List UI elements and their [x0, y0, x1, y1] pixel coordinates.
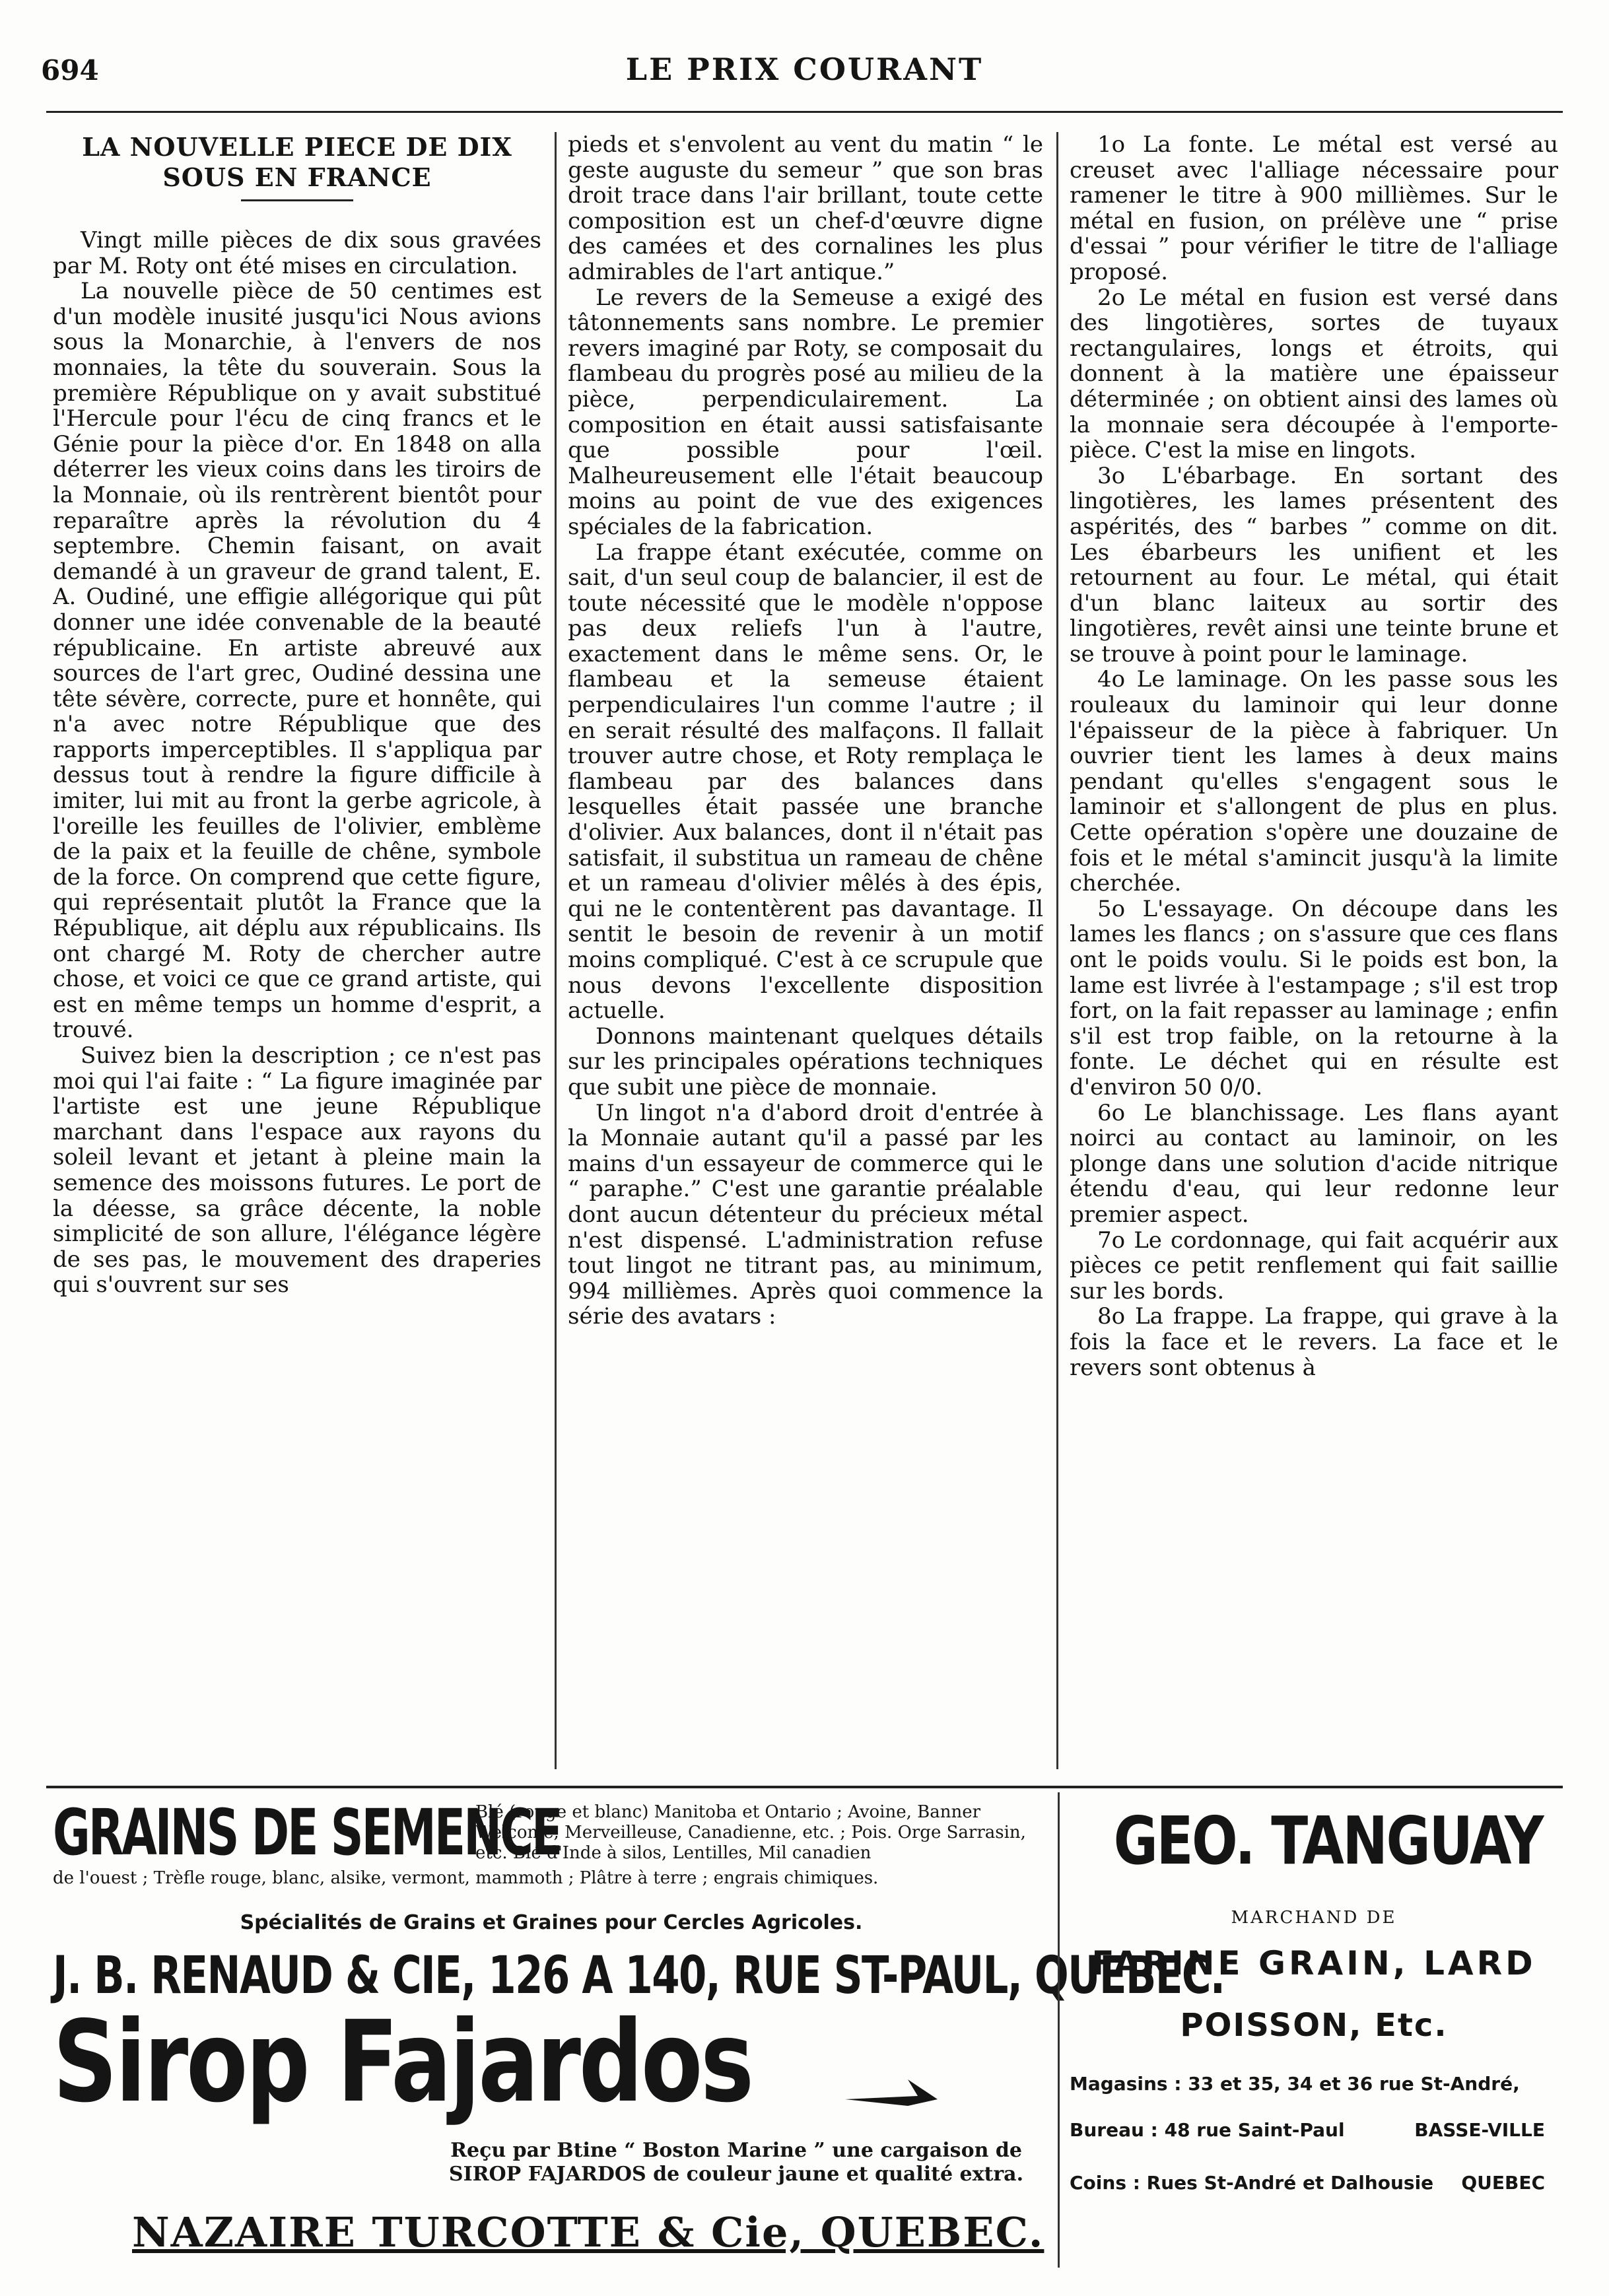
ad-tanguay-name: GEO. TANGUAY — [1113, 1802, 1543, 1879]
paragraph: Un lingot n'a d'abord droit d'entrée à la Monnaie autant qu'il a passé par les mains d'un essayeur de commerce qui le “ paraphe.” C'est une garantie préalable dont aucun détenteur du précieux métal n'est dispensé. L'administration refuse tout lingot ne titrant pas, au minimum, 994 millièmes. Après quoi commence la série des avatars : — [568, 1099, 1043, 1330]
paragraph: 5o L'essayage. On découpe dans les lames les flancs ; on s'assure que ces flans ont le poids voulu. Si le poids est bon, la lame est livrée à l'estampage ; s'il est trop fort, on la fait repasser au laminage ; enfin s'il est trop faible, on la retourne à la fonte. Le déchet qui en résulte est d'environ 50 0/0. — [1070, 895, 1558, 1100]
paragraph: La frappe étant exécutée, comme on sait, d'un seul coup de balancier, il est de toute nécessité que le modèle n'oppose pas deux reliefs l'un à l'autre, exactement dans le même sens. Or, le flambeau et la semeuse étaient perpendiculaires l'un comme l'autre ; il en serait résulté des malfaçons. Il fallait trouver autre chose, et Roty remplaça le flambeau par des balances dans lesquelles était passée une branche d'olivier. Aux balances, dont il n'était pas satisfait, il substitua un rameau de chêne et un rameau d'olivier mêlés à des épis, qui ne le contentèrent pas davantage. Il sentit le besoin de revenir à un motif moins compliqué. C'est à ce scrupule que nous devons l'excellente disposition actuelle. — [568, 539, 1043, 1025]
ad-sirop-fajardos — [53, 1997, 1050, 2274]
paragraph: 1o La fonte. Le métal est versé au creuset avec l'alliage nécessaire pour ramener le titre à 900 millièmes. Sur le métal en fusion, on prélève une “ prise d'essai ” pour vérifier le titre de l'alliage proposé. — [1070, 132, 1558, 285]
paragraph: La nouvelle pièce de 50 centimes est d'un modèle inusité jusqu'ici Nous avions sous la Monarchie, à l'envers de nos monnaies, la tête du souverain. Sous la première République on y avait substitué l'Hercule pour l'écu de cinq francs et le Génie pour la pièce d'or. En 1848 on alla déterrer les vieux coins dans les tiroirs de la Monnaie, où ils rentrèrent bientôt pour reparaître après la révolution du 4 septembre. Chemin faisant, on avait demandé à un graveur de grand talent, E. A. Oudiné, une effigie allégorique qui pût donner une idée convenable de la beauté républicaine. En artiste abreuvé aux sources de l'art grec, Oudiné dessina une tête sévère, correcte, pure et honnête, qui n'a avec notre République que des rapports imperceptibles. Il s'appliqua par dessus tout à rendre la figure difficile à imiter, lui mit au front la gerbe agricole, à l'oreille les feuilles de l'olivier, emblème de la paix et la feuille de chêne, symbole de la force. On comprend que cette figure, qui représentait plutôt la France que la République, ait déplu aux républicains. Ils ont chargé M. Roty de chercher autre chose, et voici ce que ce grand artiste, qui est en même temps un homme d'esprit, a trouvé. — [53, 278, 541, 1044]
running-title: LE PRIX COURANT — [625, 51, 984, 87]
header-rule — [46, 111, 1563, 113]
title-rule — [241, 199, 353, 201]
paragraph: 2o Le métal en fusion est versé dans des lingotières, sortes de tuyaux rectangulaires, longs et étroits, qui donnent à la matière une épaisseur déterminée ; on obtient ainsi des lames où la monnaie sera découpée à l'emporte-pièce. C'est la mise en lingots. — [1070, 284, 1558, 464]
ad-tanguay-goods-2: POISSON, Etc. — [1180, 2007, 1448, 2044]
paragraph: pieds et s'envolent au vent du matin “ le geste auguste du semeur ” que son bras droit trace dans l'air brillant, toute cette composition est un chef-d'œuvre digne des camées et des cornalines les plus admirables de l'art antique.” — [568, 132, 1043, 285]
ad-sirop-text-line-2: SIROP FAJARDOS de couleur jaune et qualité extra. — [448, 2163, 1024, 2186]
column-3 — [1070, 132, 1558, 1782]
paragraph: Vingt mille pièces de dix sous gravées par M. Roty ont été mises en circulation. — [53, 227, 541, 279]
ad-grains-specialties: Spécialités de Grains et Graines pour Cercles Agricoles. — [240, 1911, 863, 1934]
flourish-arrow-icon — [845, 2070, 938, 2109]
page-number: 694 — [41, 54, 99, 86]
ad-tanguay-role: MARCHAND DE — [1231, 1908, 1397, 1928]
article-title — [53, 132, 541, 193]
ad-sirop-company: NAZAIRE TURCOTTE & Cie, QUEBEC. — [132, 2208, 1044, 2256]
ad-tanguay-goods-1: FARINE GRAIN, LARD — [1091, 1944, 1536, 1982]
column-1 — [53, 132, 541, 1782]
paragraph: 6o Le blanchissage. Les flans ayant noirci au contact au laminoir, on les plonge dans une solution d'acide nitrique étendu d'eau, qui leur redonne leur premier aspect. — [1070, 1099, 1558, 1228]
ad-tanguay-city: QUEBEC — [1461, 2172, 1545, 2194]
ad-grains-heading: GRAINS DE SEMENCE — [53, 1796, 561, 1870]
ads-divider — [1058, 1792, 1060, 2268]
ads-rule — [46, 1786, 1563, 1788]
ad-geo-tanguay — [1070, 1796, 1558, 2271]
paragraph: 7o Le cordonnage, qui fait acquérir aux pièces ce petit renflement qui fait saillie sur les bords. — [1070, 1227, 1558, 1304]
ad-sirop-name: Sirop Fajardos — [53, 1997, 752, 2128]
paragraph: Suivez bien la description ; ce n'est pas moi qui l'ai faite : “ La figure imaginée par l'artiste est une jeune République marchant dans l'espace aux rayons du soleil levant et jetant à pleine main la semence des moissons futures. Le port de la déesse, sa grâce décente, la noble simplicité de son allure, l'élégance légère de ses pas, le mouvement des draperies qui s'ouvrent sur ses — [53, 1042, 541, 1299]
ad-tanguay-stores: Magasins : 33 et 35, 34 et 36 rue St-André, — [1070, 2073, 1520, 2095]
article-title-line-1: LA NOUVELLE PIECE DE DIX — [82, 132, 512, 162]
ad-tanguay-corner: Coins : Rues St-André et Dalhousie — [1070, 2172, 1434, 2194]
ad-tanguay-office: Bureau : 48 rue Saint-Paul — [1070, 2119, 1345, 2141]
ad-grains-de-semence — [53, 1796, 1225, 2006]
ad-tanguay-district: BASSE-VILLE — [1414, 2119, 1545, 2141]
article-title-line-2: SOUS EN FRANCE — [162, 162, 432, 192]
ad-sirop-text — [423, 2139, 1050, 2186]
ad-grains-address: J. B. RENAUD & CIE, 126 A 140, RUE ST-PAUL, QUEBEC. — [53, 1946, 1225, 2006]
paragraph: 4o Le laminage. On les passe sous les rouleaux du laminoir qui leur donne l'épaisseur de la pièce à fabriquer. Un ouvrier tient les lames à deux mains pendant qu'elles s'engagent sous le laminoir et s'allongent de plus en plus. Cette opération s'opère une douzaine de fois et le métal s'amincit jusqu'à la limite cherchée. — [1070, 666, 1558, 897]
column-divider — [555, 132, 557, 1769]
paragraph: 8o La frappe. La frappe, qui grave à la fois la face et le revers. La face et le revers sont obtenus à — [1070, 1303, 1558, 1381]
paragraph: Le revers de la Semeuse a exigé des tâtonnements sans nombre. Le premier revers imaginé par Roty, se composait du flambeau du progrès posé au milieu de la pièce, perpendiculairement. La composition en était aussi satisfaisante que possible pour l'œil. Malheureusement elle l'était beaucoup moins au point de vue des exigences spéciales de la fabrication. — [568, 284, 1043, 540]
ad-grains-products: Blé (rouge et blanc) Manitoba et Ontario ; Avoine, Banner Welcome, Merveilleuse, Canadienne, etc. ; Pois. Orge Sarrasin, etc. Blé d'Inde à silos, Lentilles, Mil canadien — [475, 1802, 1026, 1863]
column-2 — [568, 132, 1043, 1782]
ad-sirop-text-line-1: Reçu par Btine “ Boston Marine ” une cargaison de — [450, 2139, 1022, 2162]
paragraph: Donnons maintenant quelques détails sur les principales opérations techniques que subit une pièce de monnaie. — [568, 1023, 1043, 1100]
column-divider — [1056, 132, 1058, 1769]
paragraph: 3o L'ébarbage. En sortant des lingotières, les lames présentent des aspérités, des “ barbes ” comme on dit. Les ébarbeurs les unifient et les retournent au four. Le métal, qui était d'un blanc laiteux au sortir des lingotières, revêt ainsi une teinte brune et se trouve à point pour le laminage. — [1070, 462, 1558, 667]
ad-grains-products-cont: de l'ouest ; Trèfle rouge, blanc, alsike, vermont, mammoth ; Plâtre à terre ; engrais chimiques. — [53, 1868, 879, 1888]
